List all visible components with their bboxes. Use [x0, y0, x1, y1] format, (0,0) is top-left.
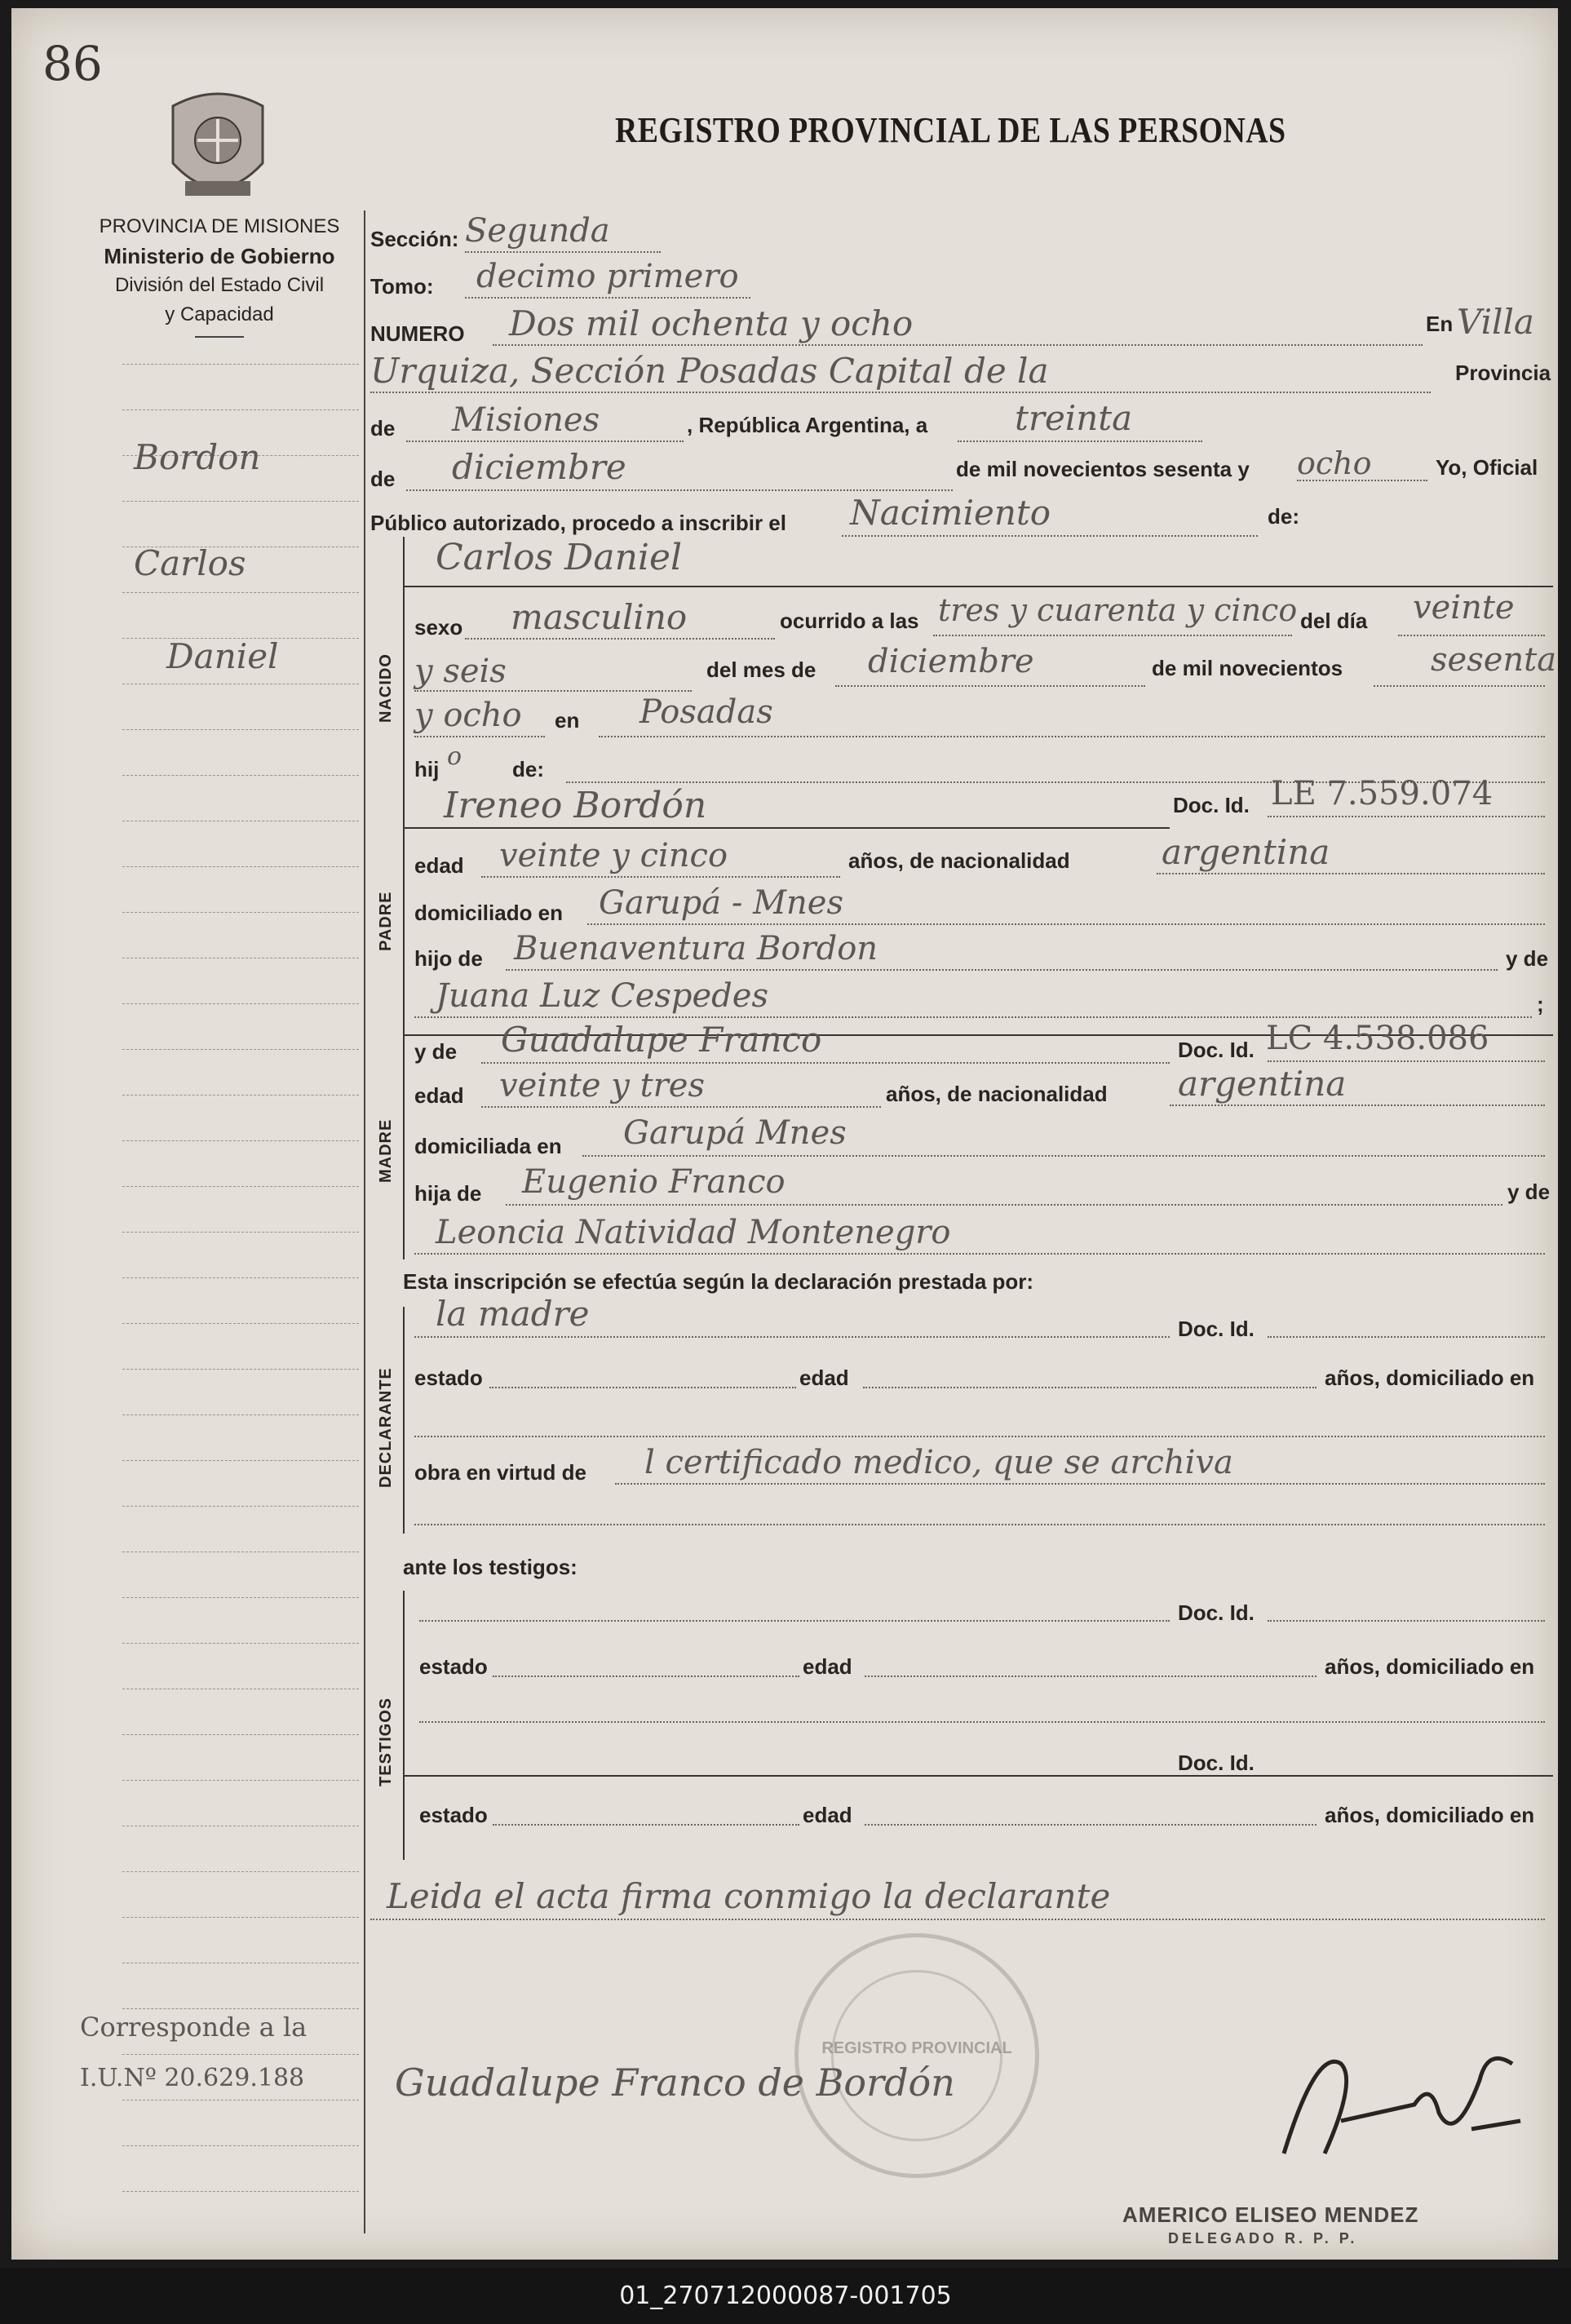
yo-oficial-label: Yo, Oficial — [1436, 455, 1538, 480]
margin-rule — [122, 1460, 359, 1461]
padre-padre-value: Buenaventura Bordon — [514, 930, 878, 967]
declarante-dom-label: años, domiciliado en — [1325, 1366, 1535, 1390]
margin-rule — [122, 1323, 359, 1324]
coat-of-arms-icon — [165, 90, 271, 210]
de-mil-label: de mil novecientos sesenta y — [956, 457, 1250, 481]
margin-rule — [122, 2054, 359, 2055]
declaracion-label: Esta inscripción se efectúa según la declaración prestada por: — [403, 1269, 1034, 1294]
madre-doc-line — [1268, 1060, 1545, 1062]
de-mil-nov-label: de mil novecientos — [1152, 656, 1343, 680]
margin-rule — [122, 1140, 359, 1141]
testigo1-dom-label: años, domiciliado en — [1325, 1654, 1535, 1679]
padre-edad-value: veinte y cinco — [499, 837, 728, 874]
del-dia-label: del día — [1300, 609, 1368, 633]
testigos-bracket — [403, 1591, 405, 1860]
testigo2-edad-label: edad — [803, 1803, 852, 1827]
testigo1-edad-line — [865, 1675, 1317, 1677]
firma-madre: Guadalupe Franco de Bordón — [395, 2061, 955, 2105]
margin-rule — [122, 1643, 359, 1644]
numero-label: NUMERO — [370, 321, 465, 346]
madre-edad-line — [481, 1106, 881, 1108]
declarante-doc-label: Doc. Id. — [1178, 1317, 1255, 1341]
margin-rule — [122, 1277, 359, 1278]
madre-doc-value: LC 4.538.086 — [1266, 1020, 1489, 1057]
dia-nac-line — [1398, 635, 1545, 636]
de-colon-label: de: — [1268, 504, 1299, 529]
madre-edad-label: edad — [414, 1083, 464, 1108]
official-title: DELEGADO R. P. P. — [1168, 2230, 1358, 2247]
stamp-text: REGISTRO PROVINCIAL — [821, 2039, 1012, 2057]
provincia-label: Provincia — [1455, 361, 1551, 385]
madre-padre-line — [506, 1204, 1502, 1206]
ministry-name: Ministerio de Gobierno — [104, 244, 335, 268]
page-number: 86 — [42, 36, 103, 91]
sexo-value: masculino — [511, 597, 688, 637]
provincia-line — [406, 440, 684, 442]
testigo2-estado-label: estado — [419, 1803, 488, 1827]
margin-rule — [122, 1414, 359, 1415]
testigos-label: ante los testigos: — [403, 1555, 578, 1579]
hij-label: hij — [414, 757, 440, 781]
margin-rule — [122, 2191, 359, 2192]
margin-rule — [122, 1871, 359, 1872]
seccion-label: Sección: — [370, 227, 459, 251]
declarante-estado-line — [489, 1387, 796, 1388]
testigo2-doc-label: Doc. Id. — [1178, 1751, 1255, 1775]
lugar-nac-line — [599, 736, 1545, 737]
acto-value: Nacimiento — [850, 493, 1051, 533]
tomo-value: decimo primero — [476, 258, 739, 295]
declarante-value: la madre — [436, 1294, 590, 1334]
margin-rule — [122, 1186, 359, 1187]
padre-doc-value: LE 7.559.074 — [1271, 775, 1494, 812]
margin-rule — [122, 1780, 359, 1781]
de-label-2: de — [370, 467, 396, 491]
province-name: PROVINCIA DE MISIONES — [99, 215, 340, 237]
madre-dom-line — [582, 1155, 1545, 1157]
dia-nac-line-2 — [414, 690, 692, 692]
madre-madre-line — [414, 1253, 1545, 1255]
mes-nac-value: diciembre — [868, 643, 1034, 680]
testigo2-dom-label: años, domiciliado en — [1325, 1803, 1535, 1827]
madre-nombre-line — [481, 1062, 1170, 1064]
madre-nac-label: años, de nacionalidad — [886, 1082, 1108, 1106]
obra-line — [615, 1483, 1545, 1485]
seccion-value: Segunda — [465, 212, 610, 250]
republica-label: , República Argentina, a — [687, 413, 928, 437]
en-nac-label: en — [555, 708, 580, 733]
margin-note-line2: I.U.Nº 20.629.188 — [80, 2064, 305, 2092]
madre-doc-label: Doc. Id. — [1178, 1038, 1255, 1062]
margin-rule — [122, 1369, 359, 1370]
testigo2-edad-line — [865, 1824, 1317, 1826]
en-value: Villa — [1457, 302, 1534, 342]
margin-rule — [122, 866, 359, 867]
tomo-line — [465, 297, 750, 299]
madre-label: MADRE — [377, 1118, 395, 1183]
padre-dom-label: domiciliado en — [414, 901, 564, 925]
tomo-label: Tomo: — [370, 274, 434, 299]
margin-rule — [122, 1003, 359, 1004]
acto-line — [842, 535, 1258, 537]
declarante-label: DECLARANTE — [377, 1367, 395, 1488]
ocurrido-label: ocurrido a las — [780, 609, 919, 633]
official-stamp — [794, 1933, 1039, 2178]
declarante-doc-line — [1268, 1336, 1545, 1338]
margin-rule — [122, 409, 359, 410]
lugar-line — [370, 392, 1431, 393]
anio-nac-line-2 — [414, 736, 545, 737]
division-name-2: y Capacidad — [165, 303, 274, 325]
cierre-line — [370, 1919, 1545, 1920]
dia-line — [958, 440, 1202, 442]
margin-rule — [122, 775, 359, 776]
sexo-label: sexo — [414, 615, 463, 640]
padre-nombre-value: Ireneo Bordón — [444, 785, 707, 826]
testigo1-doc-line — [1268, 1620, 1545, 1622]
madre-y-de-label: y de — [414, 1039, 458, 1064]
madre-y-de-label-2: y de — [1507, 1180, 1551, 1204]
padre-edad-label: edad — [414, 853, 464, 878]
lugar-nac-value: Posadas — [639, 693, 773, 731]
header-divider — [195, 336, 244, 338]
dia-nac-value-2: y seis — [414, 653, 507, 690]
margin-rule — [122, 1734, 359, 1735]
hij-de-label: de: — [512, 757, 544, 781]
margin-rule — [122, 1095, 359, 1096]
margin-rule — [122, 1232, 359, 1233]
madre-edad-value: veinte y tres — [499, 1067, 705, 1104]
madre-nombre-value: Guadalupe Franco — [501, 1020, 822, 1060]
madre-madre-value: Leoncia Natividad Montenegro — [436, 1214, 951, 1251]
lugar-value: Urquiza, Sección Posadas Capital de la — [370, 351, 1049, 391]
testigo1-edad-label: edad — [803, 1654, 852, 1679]
declarante-estado-label: estado — [414, 1366, 483, 1390]
mes-nac-line — [835, 685, 1145, 687]
margin-rule — [122, 1506, 359, 1507]
padre-dom-value: Garupá - Mnes — [599, 884, 843, 922]
publico-label: Público autorizado, procedo a inscribir el — [370, 511, 786, 535]
mes-line — [406, 489, 953, 491]
padre-padre-label: hijo de — [414, 946, 483, 971]
official-signature-icon — [1268, 2031, 1529, 2178]
numero-value: Dos mil ochenta y ocho — [509, 303, 914, 343]
testigo2-top-line — [403, 1775, 1553, 1777]
anio-value: ocho — [1297, 445, 1372, 481]
declarante-edad-label: edad — [799, 1366, 849, 1390]
padre-nac-label: años, de nacionalidad — [848, 848, 1070, 873]
padre-madre-value: Juana Luz Cespedes — [436, 977, 768, 1015]
anio-nac-value: sesenta — [1431, 641, 1557, 679]
margin-rule — [122, 1917, 359, 1918]
seccion-line — [465, 251, 661, 253]
margin-rule — [122, 729, 359, 730]
padre-semicolon: ; — [1537, 992, 1544, 1016]
official-name: AMERICO ELISEO MENDEZ — [1122, 2202, 1419, 2227]
padre-doc-label: Doc. Id. — [1173, 793, 1250, 817]
margin-divider — [364, 210, 365, 2233]
declarante-line — [414, 1336, 1170, 1338]
testigo1-dom-line — [419, 1721, 1545, 1723]
testigo1-line — [419, 1620, 1170, 1622]
margin-second-name: Daniel — [166, 636, 279, 676]
margin-rule — [122, 1597, 359, 1598]
nombre-value: Carlos Daniel — [436, 537, 683, 578]
testigos-vlabel: TESTIGOS — [377, 1697, 395, 1786]
hora-line — [933, 635, 1292, 636]
madre-padre-value: Eugenio Franco — [522, 1163, 786, 1201]
provincia-value: Misiones — [452, 401, 600, 439]
hij-suffix: o — [447, 742, 462, 771]
margin-rule — [122, 1049, 359, 1050]
madre-dom-value: Garupá Mnes — [623, 1114, 847, 1152]
padre-bracket — [403, 798, 405, 1034]
padre-dom-line — [587, 923, 1545, 925]
madre-nac-value: argentina — [1178, 1064, 1347, 1104]
padre-label: PADRE — [377, 891, 395, 951]
page-title: REGISTRO PROVINCIAL DE LAS PERSONAS — [615, 110, 1286, 150]
madre-nac-line — [1170, 1104, 1545, 1106]
sexo-line — [465, 638, 775, 640]
obra-value: l certificado medico, que se archiva — [644, 1444, 1233, 1481]
testigo1-doc-label: Doc. Id. — [1178, 1600, 1255, 1625]
hora-value: tres y cuarenta y cinco — [938, 592, 1298, 628]
margin-first-name: Carlos — [134, 543, 246, 583]
anio-nac-line — [1374, 685, 1545, 687]
margin-rule — [122, 912, 359, 913]
obra-line-2 — [414, 1524, 1545, 1525]
anio-line — [1297, 480, 1427, 481]
obra-label: obra en virtud de — [414, 1460, 586, 1485]
testigo1-estado-label: estado — [419, 1654, 488, 1679]
de-label: de — [370, 416, 396, 440]
padre-padre-line — [506, 969, 1498, 971]
nombre-line — [403, 586, 1553, 587]
dia-value: treinta — [1015, 398, 1133, 438]
margin-rule — [122, 364, 359, 365]
anio-nac-value-2: y ocho — [414, 697, 522, 734]
declarante-dom-line — [414, 1436, 1545, 1437]
madre-dom-label: domiciliada en — [414, 1134, 562, 1158]
padre-doc-line — [1268, 816, 1545, 817]
dia-nac-value: veinte — [1413, 589, 1515, 626]
testigo2-estado-line — [493, 1824, 799, 1826]
declarante-edad-line — [863, 1387, 1317, 1388]
image-id-footer: 01_270712000087-001705 — [0, 2268, 1571, 2324]
mes-value: diciembre — [452, 447, 626, 487]
padre-nac-value: argentina — [1162, 832, 1330, 872]
madre-padre-label: hija de — [414, 1181, 482, 1206]
cierre-value: Leida el acta firma conmigo la declarante — [387, 1876, 1111, 1916]
del-mes-label: del mes de — [706, 657, 816, 682]
nacido-bracket — [403, 537, 405, 798]
padre-y-de-label: y de — [1506, 946, 1549, 971]
division-name: División del Estado Civil — [114, 274, 325, 296]
issuer-header — [77, 212, 362, 338]
padre-madre-line — [414, 1016, 1532, 1018]
margin-note-line1: Corresponde a la — [80, 2012, 308, 2043]
testigo1-estado-line — [493, 1675, 799, 1677]
declarante-bracket — [403, 1307, 405, 1534]
margin-rule — [122, 592, 359, 593]
madre-bracket — [403, 1034, 405, 1259]
margin-rule — [122, 501, 359, 502]
padre-nombre-line — [403, 827, 1170, 829]
document-page — [11, 8, 1558, 2260]
en-label: En — [1426, 312, 1454, 336]
padre-nac-line — [1157, 873, 1545, 874]
nacido-label: NACIDO — [377, 653, 395, 723]
margin-rule — [122, 2145, 359, 2146]
numero-line — [493, 344, 1423, 346]
margin-surname: Bordon — [134, 437, 261, 477]
padre-edad-line — [481, 876, 840, 878]
margin-rule — [122, 2008, 359, 2009]
